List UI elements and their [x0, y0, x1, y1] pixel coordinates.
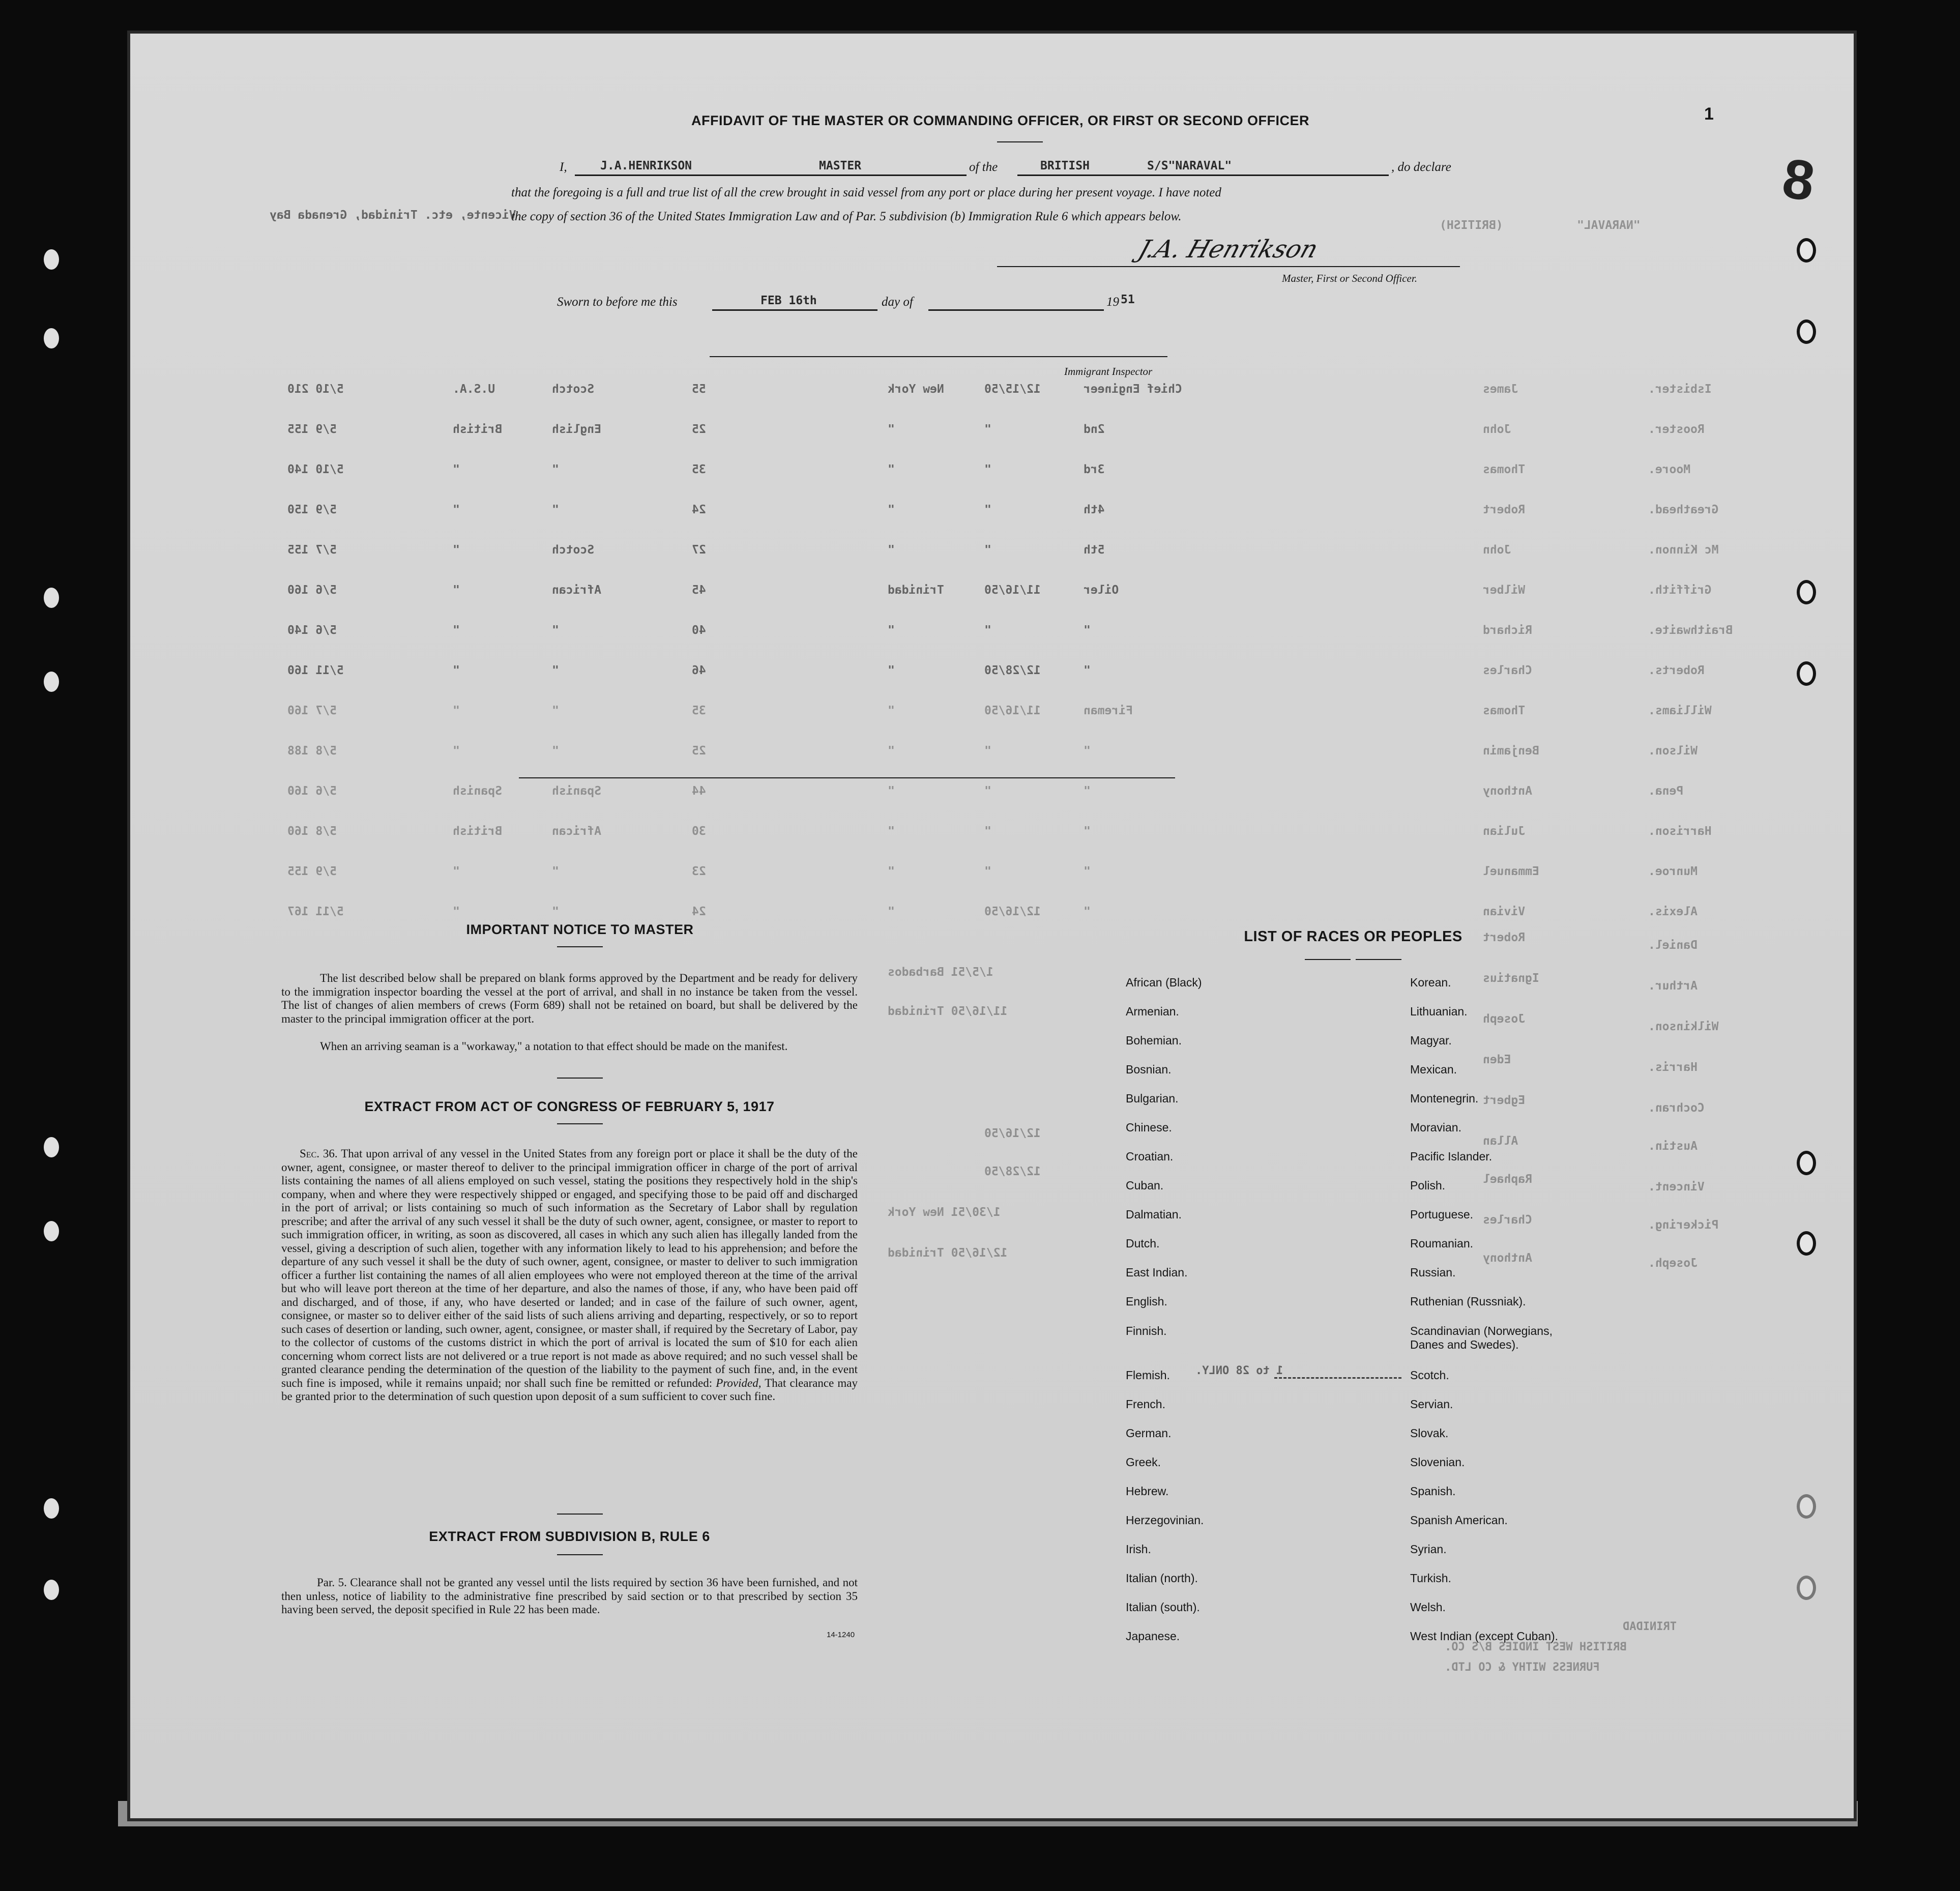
ghost-rank: ": [1084, 905, 1091, 918]
ghost-race: ": [552, 744, 559, 758]
ghost-name: Egbert: [1483, 1094, 1526, 1107]
ghost-hw: 5/8 160: [287, 825, 337, 838]
binder-ring: [1797, 1151, 1816, 1175]
day-of: day of: [882, 295, 913, 309]
ghost-port: Trinidad: [888, 584, 944, 597]
ghost-port: ": [888, 423, 895, 436]
ghost-surname: Mc Kinnon.: [1648, 543, 1719, 557]
ghost-header-left: (BRITISH): [1440, 219, 1503, 232]
ghost-port: ": [888, 704, 895, 717]
race-item: Scotch.: [1410, 1369, 1449, 1382]
affidavit-line2: that the foregoing is a full and true list of all the crew brought in said vessel from any port or place during her present voyage. I have noted: [511, 186, 1221, 199]
race-item: Ruthenian (Russniak).: [1410, 1295, 1526, 1308]
ghost-port: ": [888, 543, 895, 557]
ghost-rank: ": [1084, 744, 1091, 758]
ghost-date: ": [984, 423, 991, 436]
ghost-nat: ": [453, 503, 460, 516]
ghost-race: African: [552, 825, 601, 838]
ghost-date: 12/28/50: [984, 664, 1041, 677]
ghost-nat: ": [453, 584, 460, 597]
ghost-hw: 5/6 160: [287, 584, 337, 597]
ghost-date: ": [984, 624, 991, 637]
ghost-age: 35: [692, 463, 706, 476]
ghost-hw: 5/7 155: [287, 543, 337, 557]
master-name: J.A.HENRIKSON: [600, 159, 692, 172]
vessel-name: S/S"NARAVAL": [1147, 159, 1232, 172]
ghost-date: ": [984, 744, 991, 758]
ghost-nat: British: [453, 825, 502, 838]
ghost-nat: U.S.A.: [453, 383, 495, 396]
ghost-rank: ": [1084, 825, 1091, 838]
ghost-race: ": [552, 704, 559, 717]
ghost-date: ": [984, 543, 991, 557]
form-rule: [519, 777, 1175, 778]
race-item: Hebrew.: [1126, 1485, 1169, 1498]
ghost-rank: Oiler: [1084, 584, 1119, 597]
ghost-age: 23: [692, 865, 706, 878]
vessel-line: [1017, 174, 1389, 176]
ghost-surname: Roberts.: [1648, 664, 1705, 677]
notice-paragraph-2: When an arriving seaman is a "workaway," a notation to that effect should be made on the manifest.: [320, 1040, 788, 1053]
ghost-date: 12/16/50: [984, 1127, 1041, 1140]
ghost-note: 1 to 28 ONLY.: [1195, 1364, 1283, 1377]
ghost-port: ": [888, 503, 895, 516]
binder-hole: [44, 588, 59, 608]
affidavit-line3: the copy of section 36 of the United States Immigration Law and of Par. 5 subdivision (b) Immigration Rule 6 which appears below.: [511, 210, 1182, 223]
ghost-date: 12/15/50: [984, 383, 1041, 396]
ghost-given: John: [1483, 423, 1511, 436]
ghost-date: 1/5/51 Barbados: [888, 966, 993, 979]
master-signature: J.A. Henrikson: [1134, 235, 1322, 264]
ghost-date: ": [984, 503, 991, 516]
race-item: English.: [1126, 1295, 1167, 1308]
races-title: LIST OF RACES OR PEOPLES: [1244, 928, 1462, 945]
ghost-surname: Daniel.: [1648, 939, 1698, 952]
ghost-surname: Munroe.: [1648, 865, 1698, 878]
ghost-race: African: [552, 584, 601, 597]
ghost-nat: ": [453, 744, 460, 758]
ghost-port: ": [888, 624, 895, 637]
ghost-nat: ": [453, 543, 460, 557]
ghost-race: Spanish: [552, 784, 601, 798]
ghost-age: 24: [692, 503, 706, 516]
pencil-mark: 8: [1778, 147, 1819, 213]
ghost-age: 44: [692, 784, 706, 798]
ghost-rank: 3rd: [1084, 463, 1105, 476]
ghost-age: 40: [692, 624, 706, 637]
race-item: Turkish.: [1410, 1572, 1451, 1585]
divider: [997, 141, 1043, 142]
page-mark: 1: [1704, 104, 1714, 124]
act-section-end: That clearance may be granted prior to the determination of such question upon deposit of a sum sufficient to cover such fine.: [281, 1376, 858, 1403]
ghost-given: John: [1483, 543, 1511, 557]
divider: [557, 1078, 603, 1079]
ghost-surname: Moore.: [1648, 463, 1691, 476]
divider: [557, 1123, 603, 1124]
ghost-surname: Wilkinson.: [1648, 1020, 1719, 1033]
ghost-given: Benjamin: [1483, 744, 1539, 758]
ghost-hw: 5/7 160: [287, 704, 337, 717]
race-item: Croatian.: [1126, 1150, 1174, 1163]
ghost-race: ": [552, 865, 559, 878]
ghost-rank: Fireman: [1084, 704, 1133, 717]
ghost-given: Charles: [1483, 664, 1532, 677]
race-item: Greek.: [1126, 1456, 1161, 1469]
ghost-nat: ": [453, 624, 460, 637]
ghost-rank: ": [1084, 664, 1091, 677]
ghost-given: Emmanuel: [1483, 865, 1539, 878]
of-the: of the: [969, 160, 998, 174]
notice-title: IMPORTANT NOTICE TO MASTER: [466, 922, 694, 937]
ghost-age: 46: [692, 664, 706, 677]
ghost-hw: 5/9 155: [287, 865, 337, 878]
ghost-date: 12/16/50: [984, 905, 1041, 918]
ghost-date: 11/16/50: [984, 584, 1041, 597]
ghost-stamp-line: BRITISH WEST INDIES B/S CO.: [1445, 1641, 1627, 1653]
ghost-date: 1/30/51 New York: [888, 1206, 1001, 1219]
divider: [557, 1514, 603, 1515]
divider: [557, 946, 603, 947]
race-item: East Indian.: [1126, 1266, 1188, 1279]
ghost-given: Thomas: [1483, 463, 1526, 476]
ghost-surname: Arthur.: [1648, 979, 1698, 993]
race-item: Chinese.: [1126, 1121, 1172, 1134]
race-item: African (Black): [1126, 976, 1202, 989]
signature-caption: Master, First or Second Officer.: [1282, 272, 1417, 284]
race-item: Armenian.: [1126, 1005, 1179, 1018]
ghost-given: Thomas: [1483, 704, 1526, 717]
act-title: EXTRACT FROM ACT OF CONGRESS OF FEBRUARY 5, 1917: [364, 1099, 775, 1114]
ghost-rank: ": [1084, 865, 1091, 878]
race-item: Dutch.: [1126, 1237, 1160, 1250]
divider: [1356, 959, 1401, 960]
sworn-date: FEB 16th: [760, 294, 817, 307]
ghost-date: 11/16/50: [984, 704, 1041, 717]
do-declare: , do declare: [1391, 160, 1451, 174]
race-item: Bohemian.: [1126, 1034, 1182, 1047]
inspector-line: [710, 356, 1167, 357]
ghost-surname: Griffith.: [1648, 584, 1712, 597]
race-item: Montenegrin.: [1410, 1092, 1479, 1105]
ghost-race: ": [552, 624, 559, 637]
divider: [557, 1554, 603, 1555]
signature-line: [997, 266, 1460, 267]
ghost-nat: Spanish: [453, 784, 502, 798]
race-item: Slovenian.: [1410, 1456, 1465, 1469]
race-item: Syrian.: [1410, 1543, 1447, 1556]
ghost-race: Scotch: [552, 543, 595, 557]
ghost-date: ": [984, 463, 991, 476]
race-item: French.: [1126, 1398, 1165, 1411]
ghost-line: Vicente, etc. Trinidad, Grenada Bay: [270, 209, 516, 222]
race-item: Scandinavian (Norwegians, Danes and Swedes).: [1410, 1324, 1553, 1351]
act-section-label: Sec. 36.: [300, 1147, 338, 1160]
year-prefix: 19: [1106, 295, 1119, 309]
ghost-date: 12/16/50 Trinidad: [888, 1246, 1008, 1260]
ghost-hw: 5/10 210: [287, 383, 344, 396]
ghost-nat: ": [453, 905, 460, 918]
ghost-name: Allan: [1483, 1134, 1518, 1148]
ghost-rank: 4th: [1084, 503, 1105, 516]
ghost-port: ": [888, 744, 895, 758]
ghost-name: Ignatius: [1483, 972, 1539, 985]
ghost-race: ": [552, 664, 559, 677]
ghost-age: 55: [692, 383, 706, 396]
binder-hole: [44, 1580, 59, 1600]
ghost-surname: Rooster.: [1648, 423, 1705, 436]
ghost-nat: British: [453, 423, 502, 436]
ghost-port: ": [888, 664, 895, 677]
rule6-paragraph: Par. 5. Clearance shall not be granted any vessel until the lists required by section 36 have been furnished, and not then unless, notice of liability to the administrative fine prescribed by said section or to that prescribed by section 35 having been served, the deposit specified in Rule 22 has been made.: [281, 1576, 858, 1616]
form-number: 14-1240: [827, 1631, 855, 1639]
ghost-age: 35: [692, 704, 706, 717]
ghost-given: Vivian: [1483, 905, 1526, 918]
ghost-surname: Greathead.: [1648, 503, 1719, 516]
race-item: Magyar.: [1410, 1034, 1452, 1047]
race-item: Lithuanian.: [1410, 1005, 1468, 1018]
ghost-age: 45: [692, 584, 706, 597]
ghost-hw: 5/8 188: [287, 744, 337, 758]
ghost-age: 25: [692, 423, 706, 436]
race-item: Flemish.: [1126, 1369, 1170, 1382]
ghost-hw: 5/11 167: [287, 905, 344, 918]
ghost-surname: Isbister.: [1648, 383, 1712, 396]
ghost-name: Robert: [1483, 931, 1526, 944]
ghost-hw: 5/9 150: [287, 503, 337, 516]
ghost-stamp-line: FURNESS WITHY & CO LTD.: [1445, 1661, 1600, 1674]
affidavit-title: AFFIDAVIT OF THE MASTER OR COMMANDING OFFICER, OR FIRST OR SECOND OFFICER: [691, 113, 1309, 128]
race-item: Italian (north).: [1126, 1572, 1198, 1585]
ghost-given: Wilber: [1483, 584, 1526, 597]
ghost-age: 24: [692, 905, 706, 918]
race-item: Roumanian.: [1410, 1237, 1474, 1250]
race-item: Mexican.: [1410, 1063, 1457, 1076]
sworn-prefix: Sworn to before me this: [557, 295, 678, 309]
ghost-hw: 5/6 160: [287, 784, 337, 798]
ghost-rank: ": [1084, 624, 1091, 637]
ghost-age: 30: [692, 825, 706, 838]
race-item: Italian (south).: [1126, 1601, 1200, 1614]
ghost-nat: ": [453, 463, 460, 476]
ghost-nat: ": [453, 704, 460, 717]
ghost-surname: Pickering.: [1648, 1218, 1719, 1232]
binder-ring: [1797, 1231, 1816, 1256]
ghost-date: 11/16/50 Trinidad: [888, 1005, 1008, 1018]
race-item: Polish.: [1410, 1179, 1446, 1192]
binder-hole: [44, 672, 59, 692]
notice-paragraph-1: The list described below shall be prepared on blank forms approved by the Department and be ready for delivery to the immigration inspector boarding the vessel at the port of arrival, and shall in no instance be taken from the vessel. The list of changes of alien members of crews (Form 689) shall not be retained on board, but shall be delivered by the master to the principal immigration officer at the port.: [281, 972, 858, 1025]
race-item: Finnish.: [1126, 1324, 1167, 1337]
ghost-hw: 5/6 140: [287, 624, 337, 637]
ghost-name: Joseph: [1483, 1012, 1526, 1026]
binder-hole: [44, 1137, 59, 1157]
ghost-race: ": [552, 463, 559, 476]
ghost-rank: Chief Engineer: [1084, 383, 1182, 396]
affidavit-i: I,: [560, 160, 567, 174]
race-item: Dalmatian.: [1126, 1208, 1182, 1221]
binder-ring: [1797, 319, 1816, 344]
ghost-date: ": [984, 784, 991, 798]
ghost-header-right: "NARAVAL": [1577, 219, 1641, 232]
race-item: Welsh.: [1410, 1601, 1446, 1614]
race-item: Japanese.: [1126, 1630, 1180, 1643]
month-line: [928, 309, 1104, 311]
binder-hole: [44, 1221, 59, 1241]
ghost-hw: 5/11 160: [287, 664, 344, 677]
ghost-given: Robert: [1483, 503, 1526, 516]
ghost-port: ": [888, 784, 895, 798]
ghost-port: ": [888, 463, 895, 476]
ghost-name: Charles: [1483, 1213, 1532, 1227]
ghost-name: Eden: [1483, 1053, 1511, 1066]
ghost-name: Anthony: [1483, 1252, 1532, 1265]
race-item: Cuban.: [1126, 1179, 1164, 1192]
ghost-surname: Pena.: [1648, 784, 1684, 798]
year-suffix: 51: [1121, 293, 1135, 306]
rule6-title: EXTRACT FROM SUBDIVISION B, RULE 6: [429, 1529, 710, 1544]
name-line: [575, 174, 967, 176]
race-item: Bosnian.: [1126, 1063, 1172, 1076]
ghost-given: James: [1483, 383, 1518, 396]
divider: [1305, 959, 1351, 960]
ghost-surname: Vincent.: [1648, 1180, 1705, 1194]
ghost-race: English: [552, 423, 601, 436]
binder-ring: [1797, 580, 1816, 604]
ghost-surname: Austin.: [1648, 1140, 1698, 1153]
ghost-given: Richard: [1483, 624, 1532, 637]
binder-hole: [44, 328, 59, 348]
ghost-surname: Harris.: [1648, 1061, 1698, 1074]
race-item: Spanish American.: [1410, 1514, 1508, 1527]
ghost-surname: Cochran.: [1648, 1101, 1705, 1115]
race-item: Herzegovinian.: [1126, 1514, 1204, 1527]
ghost-rank: ": [1084, 784, 1091, 798]
race-item: Irish.: [1126, 1543, 1151, 1556]
ghost-rank: 2nd: [1084, 423, 1105, 436]
ghost-date: 12/28/50: [984, 1165, 1041, 1178]
act-proviso: Provided,: [716, 1376, 762, 1389]
binder-hole: [44, 1498, 59, 1519]
race-item: West Indian (except Cuban).: [1410, 1630, 1559, 1643]
ghost-nat: ": [453, 865, 460, 878]
inspector-caption: Immigrant Inspector: [1064, 365, 1153, 377]
ghost-port: ": [888, 865, 895, 878]
ghost-rank: 5th: [1084, 543, 1105, 557]
ghost-hw: 5/9 155: [287, 423, 337, 436]
ghost-name: Raphael: [1483, 1173, 1532, 1186]
race-item: German.: [1126, 1427, 1172, 1440]
dotted-leader: [1274, 1377, 1401, 1379]
master-position: MASTER: [819, 159, 862, 172]
ghost-date: ": [984, 825, 991, 838]
binder-hole: [44, 249, 59, 270]
ghost-surname: Braithwaite.: [1648, 624, 1733, 637]
race-item: Bulgarian.: [1126, 1092, 1179, 1105]
race-item: Russian.: [1410, 1266, 1456, 1279]
race-item: Slovak.: [1410, 1427, 1449, 1440]
ghost-stamp-line: TRINIDAD: [1623, 1620, 1677, 1633]
ghost-hw: 5/10 140: [287, 463, 344, 476]
act-section-text: That upon arrival of any vessel in the United States from any foreign port or place it shall be the duty of the owner, agent, consignee, or master thereof to deliver to the principal immigration officer in charge of the port of arrival lists containing the names of all aliens employed on such vessel, stating the positions they respectively hold in the ship's company, when and where they were respectively shipped or engaged, and specifying those to be paid off and discharged in the port of arrival; or lists containing so much of such information as the Secretary of Labor shall by regulation prescribe; and after the arrival of any such vessel it shall be the duty of such owner, agent, consignee, or master to report to such immigration officer, in writing, as soon as discovered, all cases in which any such alien has illegally landed from the vessel, giving a description of such alien, together with any information likely to lead to his apprehension; and before the departure of any such vessel it shall be the duty of such owner, agent, consignee, or master to deliver to such immigration officer a further list containing the names of all alien employees who were not employed thereon at the time of the arrival but who will leave port thereon at the time of her departure, and also the names of those, if any, who have been paid off and discharged, and of those, if any, who have deserted or landed; and in case of the failure of such owner, agent, consignee, or master so to deliver either of the said lists of such aliens arriving and departing, respectively, or so to report such cases of desertion or landing, such owner, agent, consignee, or master shall, if required by the Secretary of Labor, pay to the collector of customs of the customs district in which the port of arrival is located the sum of $10 for each alien concerning whom correct lists are not delivered or a true report is not made as above required; and no such vessel shall be granted clearance pending the determination of the question of the liability to the payment of such fine, and, in the event such fine is imposed, while it remains unpaid; nor shall such fine be remitted or refunded:: [281, 1147, 858, 1389]
ghost-port: ": [888, 905, 895, 918]
vessel-nationality: BRITISH: [1040, 159, 1090, 172]
binder-ring: [1797, 1494, 1816, 1519]
ghost-port: ": [888, 825, 895, 838]
binder-ring: [1797, 1576, 1816, 1600]
ghost-age: 27: [692, 543, 706, 557]
race-item: Spanish.: [1410, 1485, 1456, 1498]
ghost-surname: Wilson.: [1648, 744, 1698, 758]
sworn-date-line: [712, 309, 877, 311]
ghost-race: ": [552, 905, 559, 918]
race-item: Moravian.: [1410, 1121, 1461, 1134]
ghost-nat: ": [453, 664, 460, 677]
race-item: Servian.: [1410, 1398, 1453, 1411]
ghost-surname: Alexis.: [1648, 905, 1698, 918]
ghost-age: 25: [692, 744, 706, 758]
ghost-surname: Joseph.: [1648, 1257, 1698, 1270]
race-item: Portuguese.: [1410, 1208, 1474, 1221]
ghost-race: ": [552, 503, 559, 516]
binder-ring: [1797, 661, 1816, 686]
ghost-port: New York: [888, 383, 944, 396]
ghost-surname: Williams.: [1648, 704, 1712, 717]
ghost-date: ": [984, 865, 991, 878]
binder-ring: [1797, 238, 1816, 263]
ghost-given: Anthony: [1483, 784, 1532, 798]
race-item: Korean.: [1410, 976, 1451, 989]
race-item: Pacific Islander.: [1410, 1150, 1493, 1163]
ghost-race: Scotch: [552, 383, 595, 396]
ghost-given: Julian: [1483, 825, 1526, 838]
ghost-surname: Harrison.: [1648, 825, 1712, 838]
act-section-36: [281, 1147, 858, 1404]
